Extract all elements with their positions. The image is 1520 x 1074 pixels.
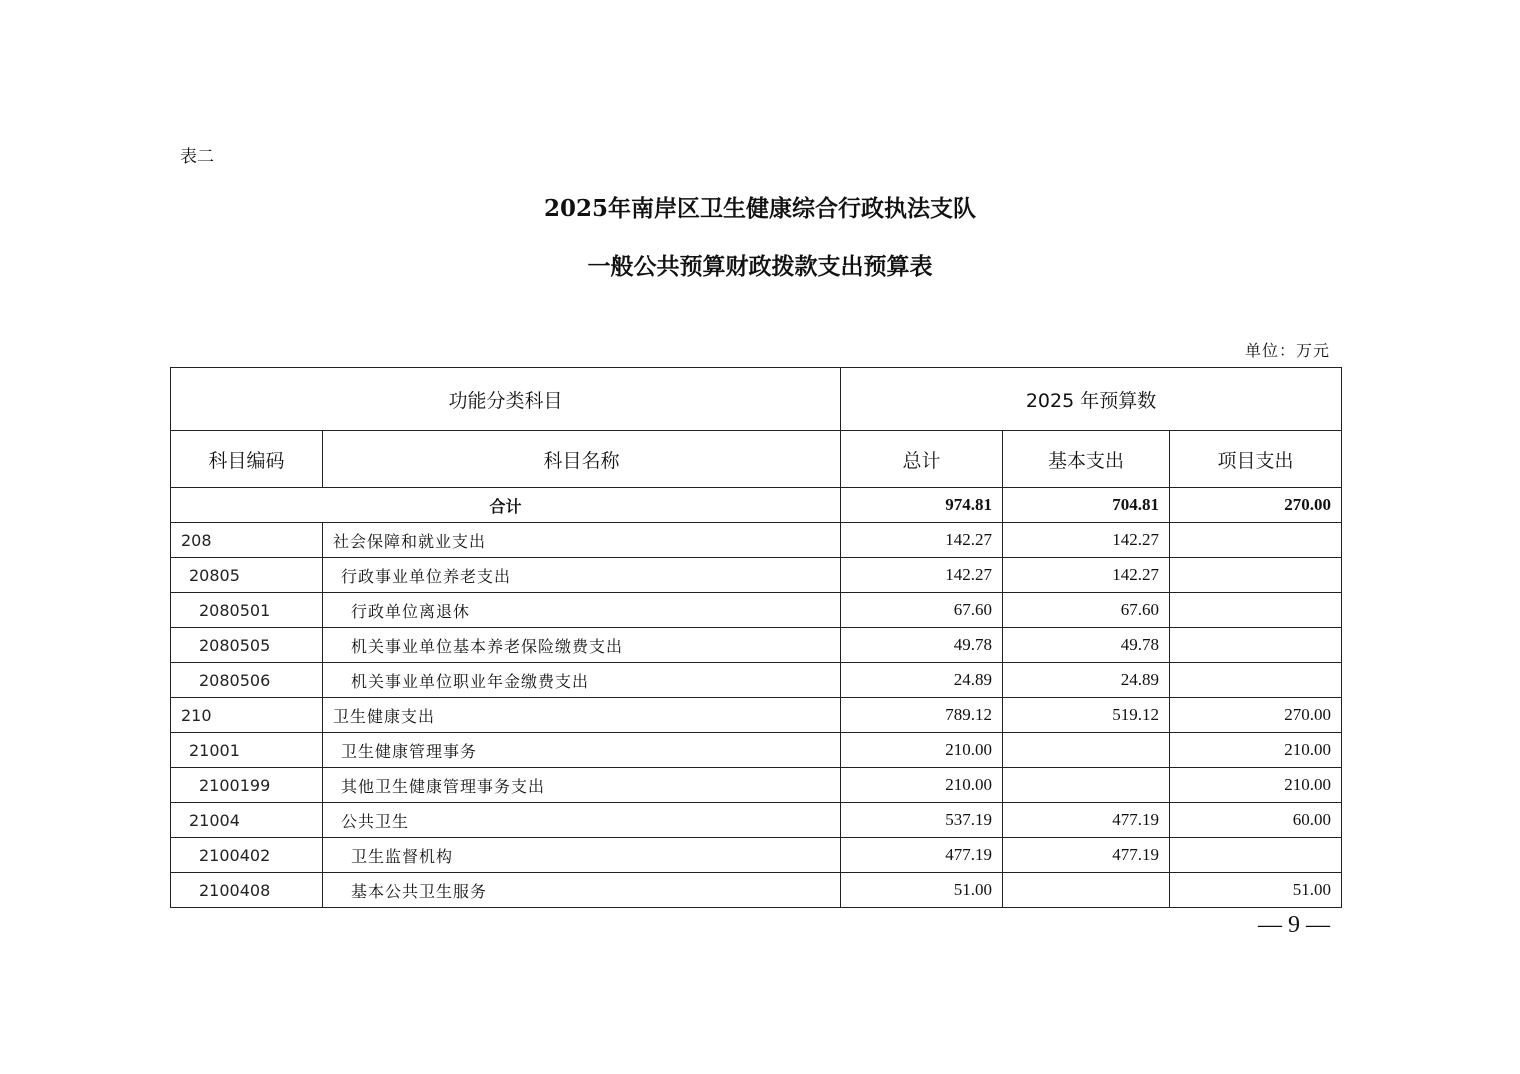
row-project: 210.00 <box>1170 733 1342 768</box>
row-name: 卫生健康管理事务 <box>323 733 841 768</box>
row-project <box>1170 593 1342 628</box>
row-basic: 24.89 <box>1003 663 1170 698</box>
row-name: 机关事业单位职业年金缴费支出 <box>323 663 841 698</box>
row-name: 公共卫生 <box>323 803 841 838</box>
row-name: 卫生健康支出 <box>323 698 841 733</box>
row-total: 537.19 <box>841 803 1003 838</box>
table-row <box>171 593 1342 628</box>
summary-label: 合计 <box>171 488 841 523</box>
unit-label: 单位：万元 <box>1244 341 1330 360</box>
row-total: 49.78 <box>841 628 1003 663</box>
table-row <box>171 558 1342 593</box>
header-functional-category: 功能分类科目 <box>171 368 841 431</box>
row-basic: 142.27 <box>1003 558 1170 593</box>
row-basic <box>1003 873 1170 908</box>
row-project: 51.00 <box>1170 873 1342 908</box>
row-project: 210.00 <box>1170 768 1342 803</box>
header-row-1 <box>171 368 1342 431</box>
table-row <box>171 628 1342 663</box>
row-code: 210 <box>171 698 323 733</box>
summary-row <box>171 488 1342 523</box>
header-name: 科目名称 <box>323 431 841 488</box>
table-label: 表二 <box>180 147 214 167</box>
header-budget-2025: 2025 年预算数 <box>841 368 1342 431</box>
header-code: 科目编码 <box>171 431 323 488</box>
header-row-2 <box>171 431 1342 488</box>
page-number: — 9 — <box>1258 912 1330 938</box>
row-total: 24.89 <box>841 663 1003 698</box>
row-total: 142.27 <box>841 523 1003 558</box>
row-name: 行政事业单位养老支出 <box>323 558 841 593</box>
row-name: 其他卫生健康管理事务支出 <box>323 768 841 803</box>
header-project: 项目支出 <box>1170 431 1342 488</box>
summary-project: 270.00 <box>1170 488 1342 523</box>
row-total: 51.00 <box>841 873 1003 908</box>
row-project <box>1170 838 1342 873</box>
row-project <box>1170 663 1342 698</box>
document-title: 2025年南岸区卫生健康综合行政执法支队 <box>543 195 976 222</box>
budget-table <box>170 367 1342 908</box>
row-code: 21004 <box>171 803 323 838</box>
row-name: 基本公共卫生服务 <box>323 873 841 908</box>
row-project <box>1170 523 1342 558</box>
row-basic: 67.60 <box>1003 593 1170 628</box>
table-row <box>171 838 1342 873</box>
row-name: 卫生监督机构 <box>323 838 841 873</box>
row-code: 2080505 <box>171 628 323 663</box>
row-total: 210.00 <box>841 768 1003 803</box>
row-code: 208 <box>171 523 323 558</box>
row-name: 社会保障和就业支出 <box>323 523 841 558</box>
row-name: 行政单位离退休 <box>323 593 841 628</box>
table-row <box>171 768 1342 803</box>
row-code: 2100402 <box>171 838 323 873</box>
summary-basic: 704.81 <box>1003 488 1170 523</box>
row-total: 477.19 <box>841 838 1003 873</box>
row-project: 270.00 <box>1170 698 1342 733</box>
table-row <box>171 873 1342 908</box>
row-basic: 519.12 <box>1003 698 1170 733</box>
row-basic <box>1003 733 1170 768</box>
row-total: 789.12 <box>841 698 1003 733</box>
row-basic: 477.19 <box>1003 803 1170 838</box>
row-basic <box>1003 768 1170 803</box>
row-code: 21001 <box>171 733 323 768</box>
header-total: 总计 <box>841 431 1003 488</box>
row-code: 20805 <box>171 558 323 593</box>
table-row <box>171 663 1342 698</box>
row-basic: 477.19 <box>1003 838 1170 873</box>
table-row <box>171 803 1342 838</box>
table-row <box>171 733 1342 768</box>
header-basic: 基本支出 <box>1003 431 1170 488</box>
row-project <box>1170 558 1342 593</box>
table-row <box>171 523 1342 558</box>
document-subtitle: 一般公共预算财政拨款支出预算表 <box>587 253 933 280</box>
row-code: 2080506 <box>171 663 323 698</box>
row-code: 2080501 <box>171 593 323 628</box>
summary-total: 974.81 <box>841 488 1003 523</box>
row-total: 210.00 <box>841 733 1003 768</box>
row-project: 60.00 <box>1170 803 1342 838</box>
row-code: 2100199 <box>171 768 323 803</box>
row-name: 机关事业单位基本养老保险缴费支出 <box>323 628 841 663</box>
row-basic: 49.78 <box>1003 628 1170 663</box>
row-total: 142.27 <box>841 558 1003 593</box>
row-code: 2100408 <box>171 873 323 908</box>
table-row <box>171 698 1342 733</box>
row-basic: 142.27 <box>1003 523 1170 558</box>
row-project <box>1170 628 1342 663</box>
row-total: 67.60 <box>841 593 1003 628</box>
